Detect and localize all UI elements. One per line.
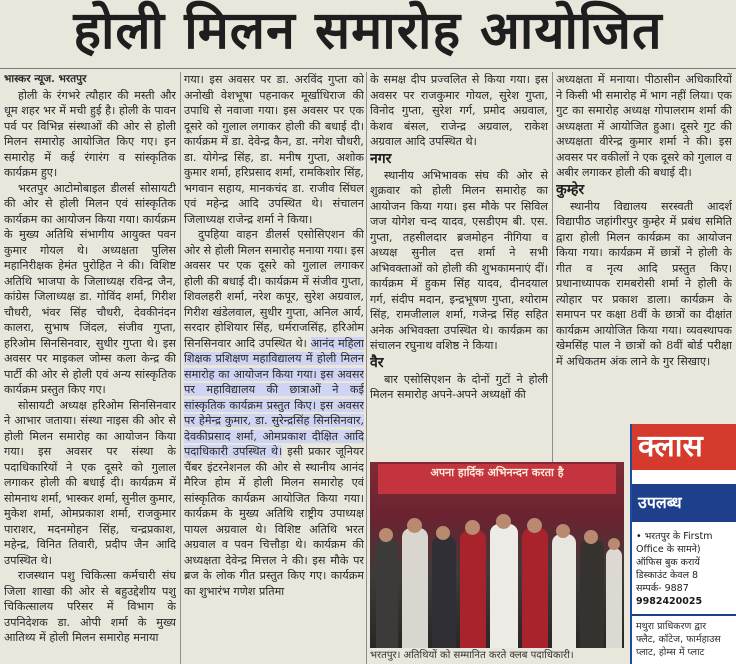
headline: होली मिलन समारोह आयोजित — [73, 1, 663, 61]
col1-paragraph: राजस्थान पशु चिकित्सा कर्मचारी संघ जिला शाखा की ओर से बहुउद्देशीय पशु चिकित्सालय परिसर में विभाग के उपनिदेशक डा. ओपी शर्मा के मुख्य आतिथ्य में होली मिलन समारोह मनाया — [4, 569, 176, 644]
highlighted-text: आनंद महिला शिक्षक प्रशिक्षण महाविद्यालय में होली मिलन समारोह का आयोजन किया गया। इस अवसर पर महाविद्यालय की छात्राओं ने कई सांस्कृतिक कार्यक्रम प्रस्तुत किए। इस अवसर पर हेमेन्द्र कुमार, डा. सुरेन्द्रसिंह सिनसिनवार, देवकीप्रसाद शर्मा, ओमप्रकाश दीक्षित आदि पदाधिकारी उपस्थित थे। — [184, 336, 364, 458]
classified-ad — [630, 424, 736, 664]
person-figure — [490, 524, 518, 648]
col4-paragraph: अध्यक्षता में मनाया। पीठासीन अधिकारियों ने किसी भी समारोह में भाग नहीं लिया। एक गुट का समारोह अध्यक्ष गोपालराम शर्मा की अध्यक्षता में आयोजित हुआ। दूसरे गुट की अध्यक्षता वीरेन्द्र कुमार शर्मा ने की। इस अवसर पर वकीलों ने एक दूसरे को गुलाल व अबीर लगाकर होली की बधाई दी। — [556, 73, 732, 179]
col1-paragraph: सोसायटी अध्यक्ष हरिओम सिनसिनवार ने आभार जताया। संस्था नाइस की ओर से होली मिलन समारोह का आयोजन किया गया। इस अवसर पर संस्था के पदाधिकारियों ने एक दूसरे को गुलाल लगाकर होली की बधाई दी। कार्यक्रम में सोमनाथ शर्मा, भास्कर शर्मा, सुनील कुमार, मुकेश शर्मा, ओमप्रकाश शर्मा, राजकुमार पाराशर, मदनमोहन सिंह, चन्द्रप्रकाश, महेन्द्र, विनित तिवारी, प्रदीप जैन आदि उपस्थित थे। — [4, 398, 176, 567]
article-column-2 — [184, 72, 364, 664]
ad-title: क्लास — [632, 424, 736, 470]
person-head — [608, 538, 620, 550]
ad-line: ऑफिस बुक करायें — [636, 557, 700, 568]
ad-line: सम्पर्क- 9887 — [636, 583, 689, 594]
person-figure — [552, 534, 576, 648]
person-head — [436, 526, 450, 540]
col3-paragraph: बार एसोसिएशन के दोनों गुटों ने होली मिलन समारोह अपने-अपने अध्यक्षों की — [370, 372, 548, 401]
person-figure — [606, 548, 622, 648]
section-heading-kumher: कुम्हेर — [556, 181, 585, 198]
col1-paragraph: भरतपुर आटोमोबाइल डीलर्स सोसायटी की ओर से होली मिलन एवं सांस्कृतिक कार्यक्रम का आयोजन किया गया। कार्यक्रम के मुख्य अतिथि संभागीय आयुक्त पवन कुमार गोयल थे। अध्यक्षता पुलिस महानिरीक्षक हेमंत पुरोहित ने की। विशिष्ट अतिथि भाजपा के जिलाध्यक्ष रविन्द्र जैन, कांग्रेस जिलाध्यक्ष डा. गोविंद शर्मा, गिरीश चौधरी, भंवर सिंह चौधरी, देवकीनंदन कालरा, सुभाष जिंदल, संजीव गुप्ता, हरिओम सिनसिनवार, सुधीर गुप्ता थे। इस अवसर पर माइकल जोम्स कला केन्द्र की पार्टी की ओर से होली एवं अन्य सांस्कृतिक कार्यक्रम प्रस्तुत किए गए। — [4, 181, 176, 396]
person-figure — [460, 530, 486, 648]
person-head — [407, 518, 422, 533]
person-head — [496, 514, 511, 529]
ad-line: • भरतपुर के Firstm — [636, 531, 713, 542]
person-head — [465, 520, 480, 535]
person-head — [584, 530, 598, 544]
col2-text: दुपहिया वाहन डीलर्स एसोसिएशन की ओर से होली मिलन समारोह मनाया गया। इस अवसर पर एक दूसरे को गुलाल लगाकर होली की बधाई दी। कार्यक्रम में संजीव गुप्ता, शिवलहरी शर्मा, नरेश कपूर, सुरेश अग्रवाल, गिरीश खंडेलवाल, सुधीर गुप्ता, अनिल आर्य, सरदार होशियार सिंह, धर्मराजसिंह, हरिओम सिनसिनवार आदि उपस्थित थे। — [184, 228, 364, 350]
ad-subtitle: उपलब्ध — [632, 484, 736, 522]
col1-paragraph: होली के रंगभरे त्यौहार की मस्ती और धूम शहर भर में मची हुई है। होली के पावन पर्व पर विभिन्न संस्थाओं की ओर से होली मिलन समारोह आयोजित किए गए। इन समारोह में कई रंगारंग व सांस्कृतिक कार्यक्रम हुए। — [4, 88, 176, 179]
column-divider — [552, 72, 553, 462]
article-column-1 — [4, 72, 176, 664]
col2-paragraph — [184, 227, 364, 599]
ad-line: डिस्काउंट केवल 8 — [636, 570, 699, 581]
dateline: भास्कर न्यूज. भरतपुर — [4, 73, 87, 85]
headline-rule — [0, 68, 736, 69]
article-column-3 — [370, 72, 548, 464]
person-figure — [580, 540, 604, 648]
ad-body — [632, 522, 736, 608]
ad-line: मथुरा प्राधिकरण द्वार — [636, 621, 707, 632]
person-figure — [402, 528, 428, 648]
section-heading-nagar: नगर — [370, 150, 392, 167]
col3-paragraph: के समक्ष दीप प्रज्वलित से किया गया। इस अवसर पर राजकुमार गोयल, सुरेश गुप्ता, विनोद गुप्ता, सुरेश गर्ग, प्रमोद अग्रवाल, केशव बंसल, राजेन्द्र अग्रवाल, राकेश अग्रवाल आदि उपस्थित थे। — [370, 73, 548, 148]
person-head — [527, 518, 542, 533]
ad-line: फ्लैट, कॉटेज, फार्महाउस — [636, 634, 721, 645]
col2-paragraph: गया। इस अवसर पर डा. अरविंद गुप्ता को अनोखी वेशभूषा पहनाकर मूर्खाधिराज की उपाधि से नवाजा गया। इस अवसर पर एक दूसरे को गुलाल लगाकर होली की बधाई दी। कार्यक्रम में डा. देवेन्द्र कैन, डा. नगेश चौधरी, डा. योगेन्द्र सिंह, डा. मनीष गुप्ता, अशोक कुमार शर्मा, हरिप्रसाद शर्मा, रामकिशोर सिंह, भगवान सहाय, मानकचंद डा. राजीव सिंघल एवं महेन्द्र आदि उपस्थित थे। संचालन जिलाध्यक्ष राजेन्द्र शर्मा ने किया। — [184, 73, 364, 226]
event-photo — [370, 462, 624, 648]
person-figure — [432, 536, 456, 648]
person-figure — [522, 528, 548, 648]
article-column-4 — [556, 72, 732, 452]
column-divider — [366, 72, 367, 664]
ad-body-2 — [632, 614, 736, 659]
person-head — [556, 524, 570, 538]
col4-paragraph: स्थानीय विद्यालय सरस्वती आदर्श विद्यापीठ जहांगीरपुर कुम्हेर में प्रबंध समिति द्वारा होली मिलन कार्यक्रम का आयोजन किया गया। कार्यक्रम में छात्रों ने होली के गीत व नृत्य आदि प्रस्तुत किए। प्रधानाध्यापक रामबरोसी शर्मा ने होली के त्योहार पर प्रकाश डाला। कार्यक्रम के समापन पर कक्षा 8वीं के छात्रों का दीक्षांत कार्यक्रम आयोजित किया गया। व्यवस्थापक खेमसिंह पाल ने छात्रों को 8वीं बोर्ड परीक्षा में अधिकतम अंक लाने के गुर सिखाए। — [556, 199, 732, 368]
section-heading-vair: वैर — [370, 354, 384, 371]
col2-text: इसी प्रकार जूनियर चैंबर इंटरनेशनल की ओर से स्थानीय आनंद मैरिज होम में होली मिलन समारोह एवं सांस्कृतिक कार्यक्रम आयोजित किया गया। कार्यक्रम के मुख्य अतिथि राष्ट्रीय उपाध्यक्ष पायल अग्रवाल थे। विशिष्ट अतिथि भरत अग्रवाल व पवन चित्तौड़ा थे। कार्यक्रम की अध्यक्षता देवेन्द्र मित्तल ने की। इस मौके पर ब्रज के लोक गीत प्रस्तुत किए गए। कार्यक्रम का शुभारंभ गणेश प्रतिमा — [184, 445, 364, 598]
person-head — [379, 528, 393, 542]
ad-phone: 9982420025 — [636, 596, 703, 607]
ad-line: Office के सामने) — [636, 544, 701, 555]
person-figure — [376, 538, 398, 648]
ad-line: प्लाट, होम्स में प्लाट — [636, 647, 705, 658]
photo-caption: भरतपुर। अतिथियों को सम्मानित करते क्लब पदाधिकारी। — [370, 650, 574, 661]
column-divider — [180, 72, 181, 664]
photo-banner: अपना हार्दिक अभिनन्दन करता है — [378, 464, 616, 494]
col3-paragraph: स्थानीय अभिभावक संघ की ओर से शुक्रवार को होली मिलन समारोह का आयोजन किया गया। इस मौके पर सिविल जज योगेश चन्द यादव, एसडीएम बी. एस. गुप्ता, तहसीलदार ब्रजमोहन नीगिया व अध्यक्ष सुनील दत्त शर्मा ने सभी अभिवक्ताओं को होली की शुभकामनाएं दीं। कार्यक्रम में हुकम सिंह यादव, दीनदयाल गर्ग, संदीप मदान, इन्द्रभूषण गुप्ता, श्योराम सिंह, रामजीलाल शर्मा, गजेन्द्र सिंह सहित अनेक अभिवक्ता उपस्थित थे। कार्यक्रम का संचालन रघुनाथ वशिष्ठ ने किया। — [370, 168, 548, 352]
